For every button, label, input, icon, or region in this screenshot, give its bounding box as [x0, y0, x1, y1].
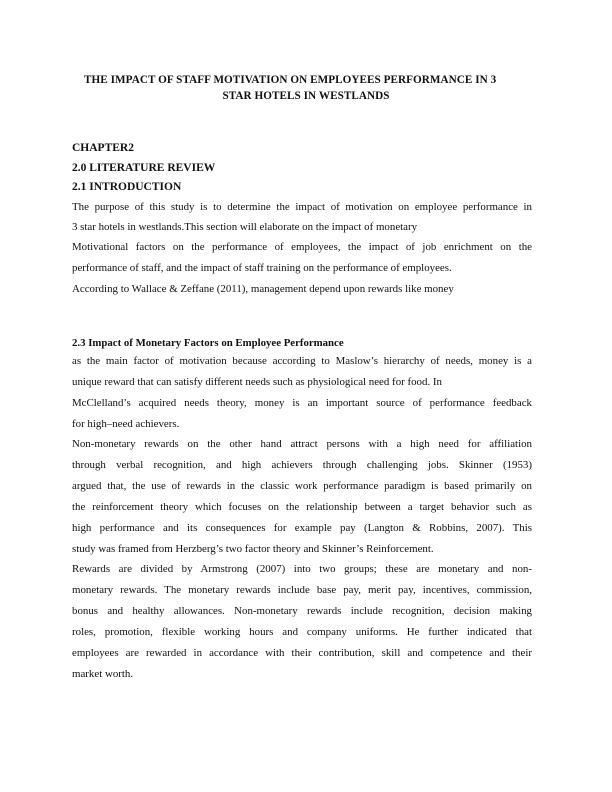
body-line: for high–need achievers.: [72, 418, 180, 430]
intro-line: According to Wallace & Zeffane (2011), management depend upon rewards like money: [72, 283, 454, 295]
body-line: monetary rewards. The monetary rewards include base pay, merit pay, incentives, commission,: [72, 584, 532, 596]
body-line: employees are rewarded in accordance with their contribution, skill and competence and their: [72, 647, 532, 659]
body-line: argued that, the use of rewards in the classic work performance paradigm is based primarily on: [72, 480, 532, 492]
intro-line: Motivational factors on the performance of employees, the impact of job enrichment on the: [72, 241, 532, 253]
intro-line: 3 star hotels in westlands.This section will elaborate on the impact of monetary: [72, 221, 418, 233]
body-line: Non-monetary rewards on the other hand attract persons with a high need for affiliation: [72, 438, 532, 450]
introduction-heading: 2.1 INTRODUCTION: [72, 181, 182, 193]
body-line: roles, promotion, flexible working hours and company uniforms. He further indicated that: [72, 626, 532, 638]
document-title-line-1: THE IMPACT OF STAFF MOTIVATION ON EMPLOYEES PERFORMANCE IN 3: [84, 74, 497, 86]
body-line: as the main factor of motivation because according to Maslow’s hierarchy of needs, money is a: [72, 355, 532, 367]
chapter-heading: CHAPTER2: [72, 142, 134, 154]
document-title-line-2: STAR HOTELS IN WESTLANDS: [222, 90, 390, 102]
body-line: through verbal recognition, and high achievers through challenging jobs. Skinner (1953): [72, 459, 532, 471]
body-line: market worth.: [72, 668, 134, 680]
body-line: the reinforcement theory which focuses on the relationship between a target behavior such as: [72, 501, 532, 513]
body-line: McClelland’s acquired needs theory, money is an important source of performance feedback: [72, 397, 532, 409]
literature-review-heading: 2.0 LITERATURE REVIEW: [72, 162, 216, 174]
body-line: Rewards are divided by Armstrong (2007) into two groups; these are monetary and non-: [72, 563, 532, 575]
intro-line: performance of staff, and the impact of staff training on the performance of employees.: [72, 262, 452, 274]
monetary-factors-heading: 2.3 Impact of Monetary Factors on Employee Performance: [72, 337, 344, 349]
body-line: high performance and its consequences for example pay (Langton & Robbins, 2007). This: [72, 522, 532, 534]
body-line: unique reward that can satisfy different needs such as physiological need for food. In: [72, 376, 442, 388]
body-line: bonus and healthy allowances. Non-monetary rewards include recognition, decision making: [72, 605, 532, 617]
intro-line: The purpose of this study is to determine the impact of motivation on employee performance in: [72, 201, 532, 213]
body-line: study was framed from Herzberg’s two factor theory and Skinner’s Reinforcement.: [72, 543, 434, 555]
